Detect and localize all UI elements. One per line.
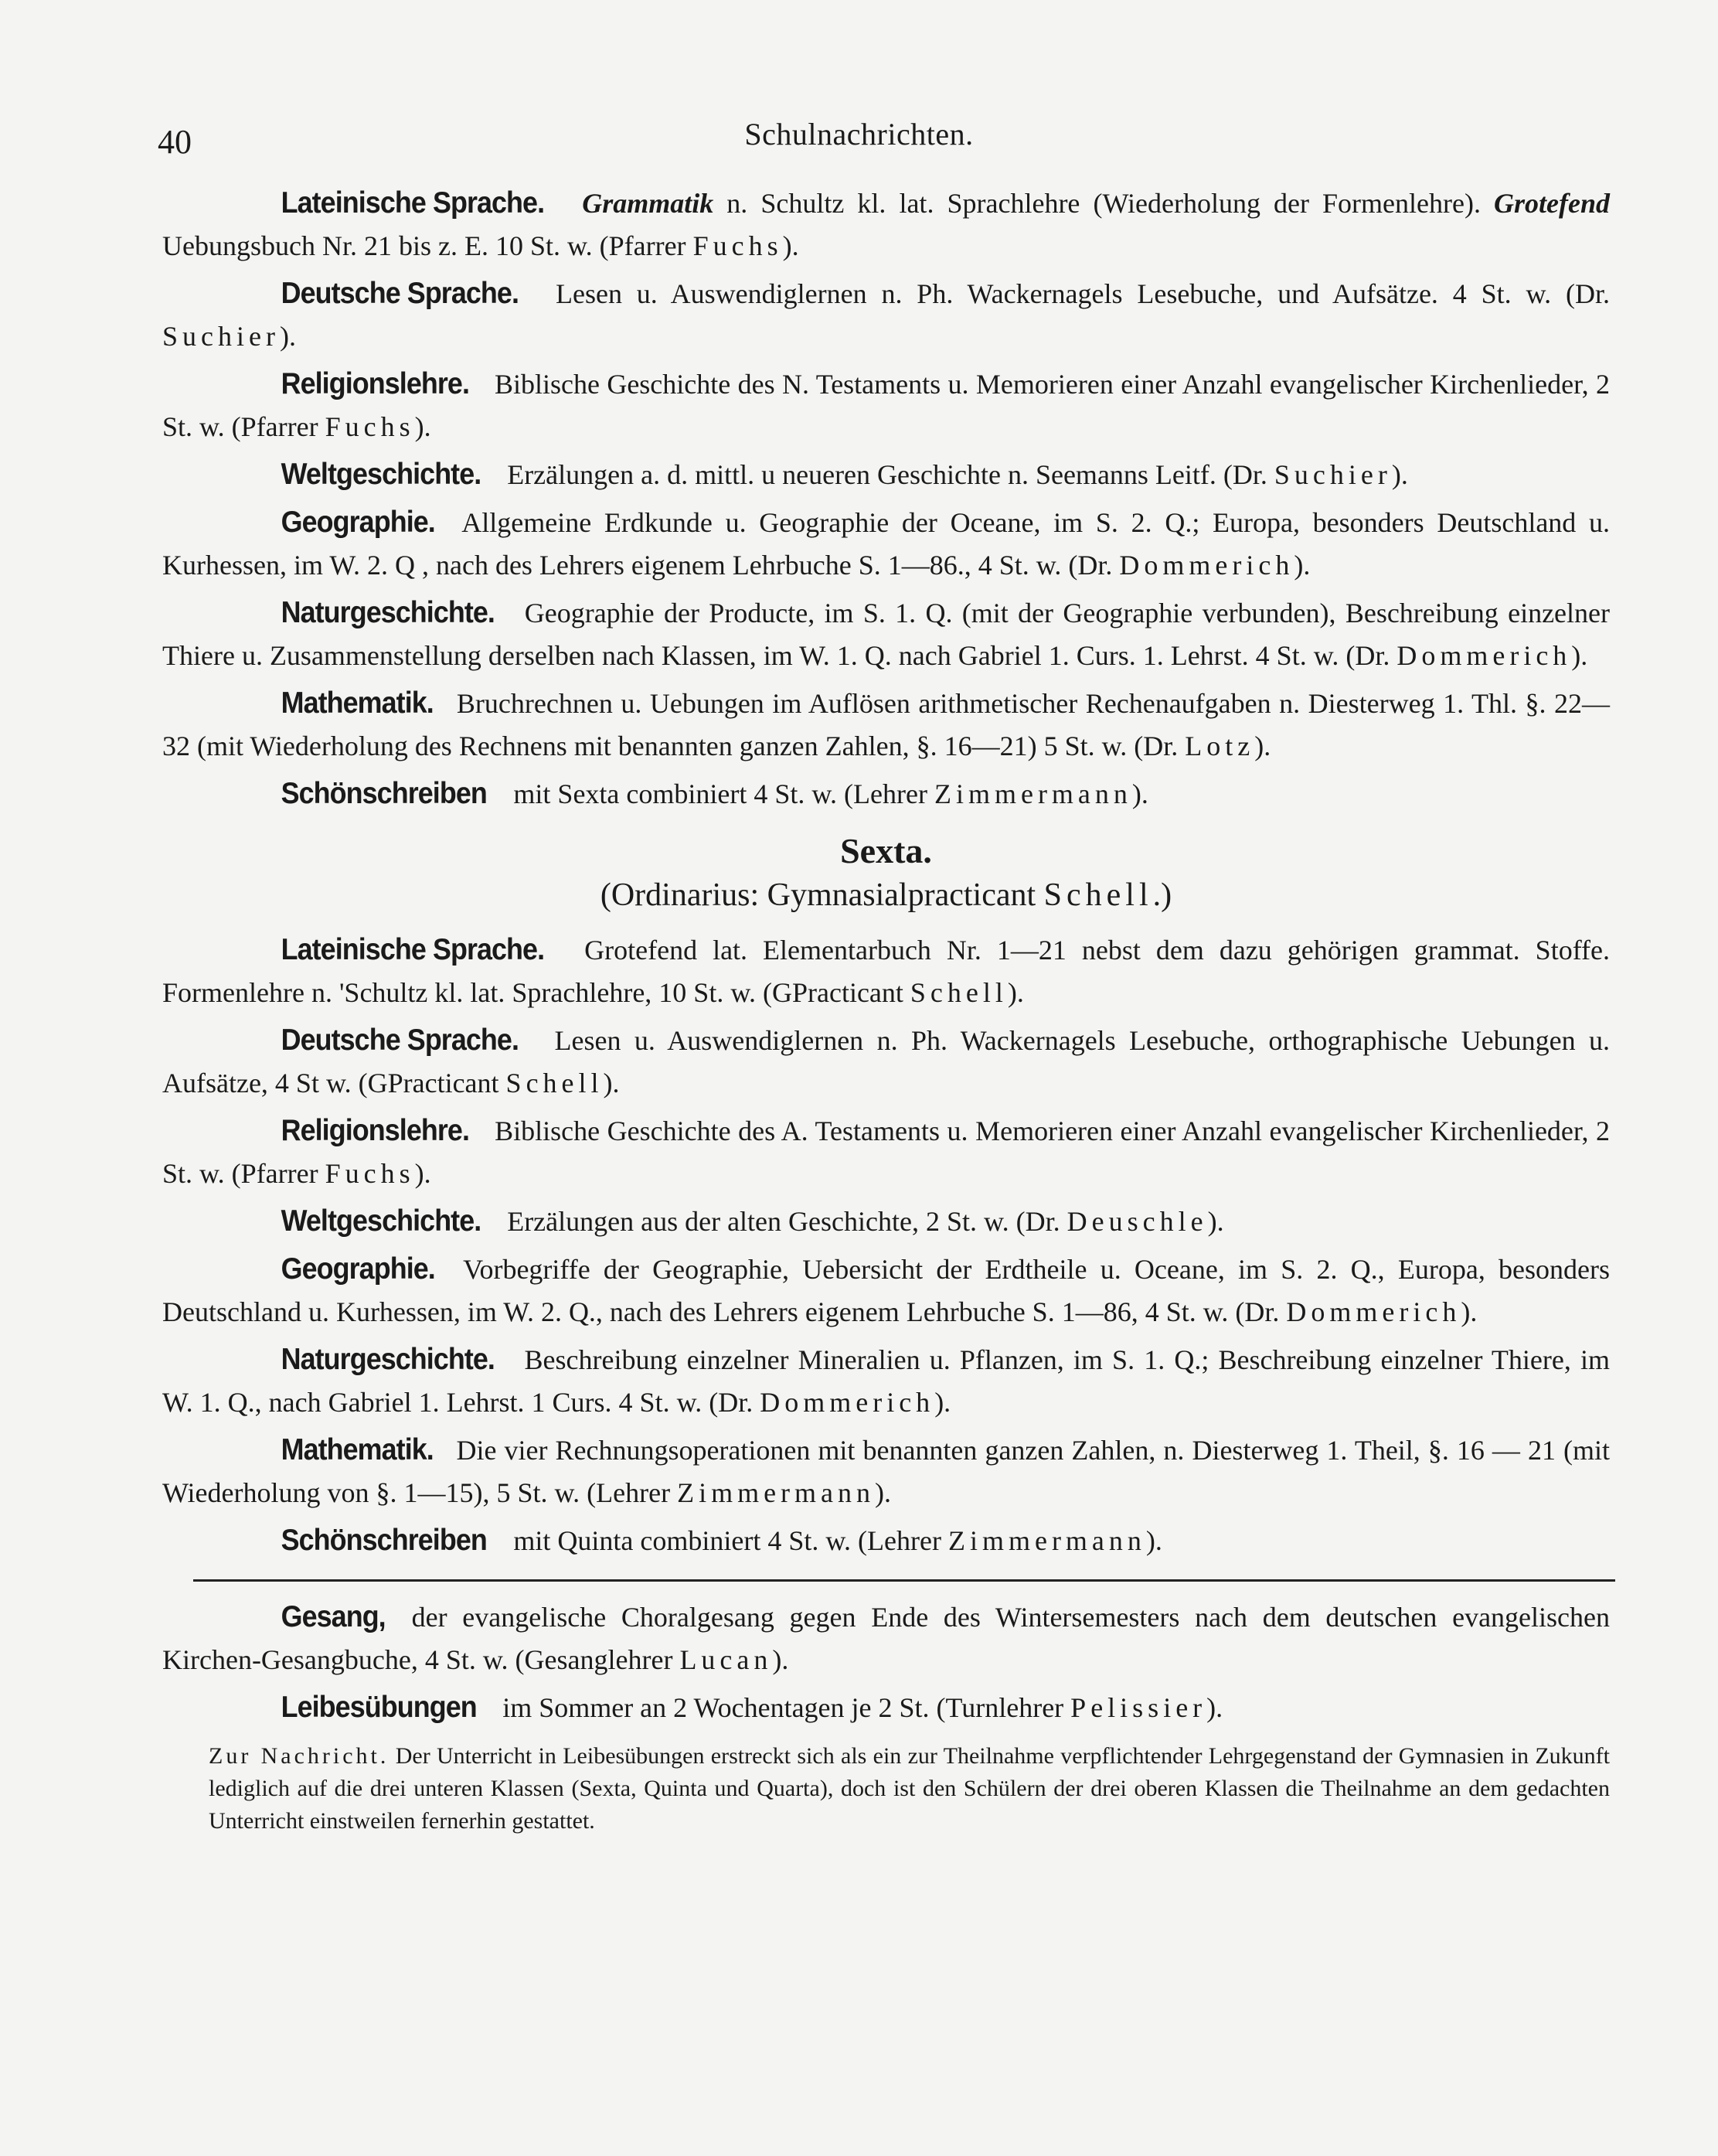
entry-text: mit Quinta combiniert 4 St. w. (Lehrer bbox=[506, 1525, 948, 1556]
entry-text: ). bbox=[1145, 1525, 1162, 1556]
teacher-name: Dommerich bbox=[1397, 640, 1572, 671]
entry-text: ). bbox=[782, 230, 799, 261]
entry-text: ). bbox=[1294, 550, 1311, 581]
subject-heading: Lateinische Sprache. bbox=[281, 186, 545, 220]
quinta-weltgeschichte bbox=[162, 453, 1610, 496]
teacher-name: Fuchs bbox=[325, 411, 415, 442]
entry-text: Bruchrechnen u. Uebungen im Auflösen arithmetischer Rechenaufgaben n. Diesterweg 1. Thl. §. 22—32 (mit Wiederholung des Rechnens mit benannten ganzen Zahlen, §. 16—21) 5 St. w. (Dr. bbox=[162, 688, 1610, 761]
subject-heading: Geographie. bbox=[281, 506, 435, 539]
footnote-lead: Zur Nachricht. bbox=[209, 1743, 390, 1769]
entry-text: Die vier Rechnungsoperationen mit benannten ganzen Zahlen, n. Diesterweg 1. Theil, §. 16 — 21 (mit Wiederholung von §. 1—15), 5 St. w. (Lehrer bbox=[162, 1435, 1610, 1508]
teacher-name: Fuchs bbox=[692, 230, 783, 261]
sexta-latein bbox=[162, 928, 1610, 1014]
subject-heading: Lateinische Sprache. bbox=[281, 933, 545, 966]
subject-heading: Religionslehre. bbox=[281, 1114, 470, 1147]
ordinarius-name: Schell bbox=[1043, 877, 1153, 913]
teacher-name: Zimmermann bbox=[677, 1477, 876, 1508]
teacher-name: Pelissier bbox=[1070, 1692, 1207, 1723]
sexta-religion bbox=[162, 1109, 1610, 1195]
italic-term: Grammatik bbox=[582, 188, 714, 219]
footnote bbox=[209, 1740, 1610, 1838]
entry-text: n. Schultz kl. lat. Sprachlehre (Wiederholung der Formenlehre). bbox=[713, 188, 1495, 219]
subject-heading: Mathematik. bbox=[281, 1433, 434, 1466]
subject-heading: Religionslehre. bbox=[281, 367, 470, 400]
teacher-name: Dommerich bbox=[1286, 1296, 1461, 1327]
page-number: 40 bbox=[158, 123, 192, 161]
entry-text: der evangelische Choralgesang gegen Ende des Wintersemesters nach dem deutschen evangelischen Kirchen-Gesangbuche, 4 St. w. (Gesanglehrer bbox=[162, 1602, 1610, 1675]
subject-heading: Deutsche Sprache. bbox=[281, 277, 519, 310]
quinta-deutsch bbox=[162, 272, 1610, 358]
entry-text: Lesen u. Auswendiglernen n. Ph. Wackernagels Lesebuche, orthographische Uebungen u. Aufsätze, 4 St w. (GPracticant bbox=[162, 1025, 1610, 1098]
entry-text: ). bbox=[1131, 778, 1148, 809]
quinta-latein bbox=[162, 182, 1610, 267]
quinta-geographie bbox=[162, 501, 1610, 587]
entry-text: Lesen u. Auswendiglernen n. Ph. Wackernagels Lesebuche, und Aufsätze. 4 St. w. (Dr. bbox=[541, 278, 1610, 309]
entry-text: ). bbox=[1207, 1206, 1224, 1237]
entry-text: Biblische Geschichte des N. Testaments u. Memorieren einer Anzahl evangelischer Kirchenlieder, 2 St. w. (Pfarrer bbox=[162, 369, 1610, 442]
subject-heading: Weltgeschichte. bbox=[281, 1204, 481, 1238]
entry-text: Grotefend lat. Elementarbuch Nr. 1—21 nebst dem dazu gehörigen grammat. Stoffe. Formenlehre n. 'Schultz kl. lat. Sprachlehre, 10 St. w. (GPracticant bbox=[162, 935, 1610, 1008]
sexta-geographie bbox=[162, 1248, 1610, 1333]
ordinarius-suffix: .) bbox=[1152, 877, 1172, 913]
teacher-name: Fuchs bbox=[325, 1158, 415, 1189]
section-title-sexta: Sexta. bbox=[840, 831, 932, 870]
sexta-deutsch bbox=[162, 1019, 1610, 1105]
teacher-name: Zimmermann bbox=[947, 1525, 1146, 1556]
entry-text: ). bbox=[875, 1477, 892, 1508]
sexta-schoenschreiben bbox=[162, 1519, 1610, 1562]
entry-text: ). bbox=[772, 1644, 789, 1675]
quinta-religion bbox=[162, 363, 1610, 448]
subject-heading: Mathematik. bbox=[281, 686, 434, 720]
teacher-name: Suchier bbox=[162, 321, 280, 352]
gesang bbox=[162, 1596, 1610, 1681]
entry-text: ). bbox=[1391, 459, 1408, 490]
subject-heading: Gesang, bbox=[281, 1600, 386, 1633]
sexta-weltgeschichte bbox=[162, 1200, 1610, 1243]
ordinarius-line bbox=[162, 873, 1610, 918]
subject-heading: Leibesübungen bbox=[281, 1691, 477, 1724]
entry-text: ). bbox=[1461, 1296, 1478, 1327]
horizontal-rule bbox=[193, 1579, 1615, 1582]
teacher-name: Dommerich bbox=[1119, 550, 1294, 581]
teacher-name: Dommerich bbox=[760, 1387, 935, 1418]
teacher-name: Schell bbox=[910, 977, 1008, 1008]
entry-text: Geographie der Producte, im S. 1. Q. (mit der Geographie verbunden), Beschreibung einzelner Thiere u. Zusammenstellung derselben nach Klassen, im W. 1. Q. nach Gabriel 1. Curs. 1. Lehrst. 4 St. w. (Dr. bbox=[162, 598, 1610, 671]
running-title: Schulnachrichten. bbox=[744, 117, 974, 152]
entry-text: ). bbox=[603, 1068, 620, 1098]
sexta-naturgeschichte bbox=[162, 1338, 1610, 1424]
entry-text: Beschreibung einzelner Mineralien u. Pflanzen, im S. 1. Q.; Beschreibung einzelner Thiere, im W. 1. Q., nach Gabriel 1. Lehrst. 1 Curs. 4 St. w. (Dr. bbox=[162, 1344, 1610, 1418]
quinta-naturgeschichte bbox=[162, 591, 1610, 677]
entry-text: Biblische Geschichte des A. Testaments u. Memorieren einer Anzahl evangelischer Kirchenlieder, 2 St. w. (Pfarrer bbox=[162, 1115, 1610, 1189]
leibesuebungen bbox=[162, 1686, 1610, 1729]
teacher-name: Lucan bbox=[679, 1644, 773, 1675]
entry-text: ). bbox=[279, 321, 296, 352]
subject-heading: Naturgeschichte. bbox=[281, 1343, 495, 1376]
subject-heading: Deutsche Sprache. bbox=[281, 1024, 519, 1057]
entry-text: Allgemeine Erdkunde u. Geographie der Oceane, im S. 2. Q.; Europa, besonders Deutschland u. Kurhessen, im W. 2. Q , nach des Lehrers eigenem Lehrbuche S. 1—86., 4 St. w. (Dr. bbox=[162, 507, 1610, 581]
subject-heading: Schönschreiben bbox=[281, 777, 487, 810]
teacher-name: Deuschle bbox=[1067, 1206, 1208, 1237]
teacher-name: Zimmermann bbox=[934, 778, 1132, 809]
entry-text: ). bbox=[1571, 640, 1588, 671]
entry-text: ). bbox=[1254, 731, 1271, 761]
entry-text: ). bbox=[414, 1158, 431, 1189]
italic-term: Grotefend bbox=[1494, 188, 1611, 219]
entry-text: mit Sexta combiniert 4 St. w. (Lehrer bbox=[506, 778, 934, 809]
entry-text: im Sommer an 2 Wochentagen je 2 St. (Turnlehrer bbox=[495, 1692, 1071, 1723]
teacher-name: Schell bbox=[505, 1068, 604, 1098]
entry-text: ). bbox=[414, 411, 431, 442]
quinta-mathematik bbox=[162, 682, 1610, 768]
subject-heading: Weltgeschichte. bbox=[281, 458, 481, 491]
entry-text: Erzälungen aus der alten Geschichte, 2 St. w. (Dr. bbox=[500, 1206, 1067, 1237]
subject-heading: Naturgeschichte. bbox=[281, 596, 495, 629]
entry-text: ). bbox=[1206, 1692, 1223, 1723]
footnote-text: Der Unterricht in Leibesübungen erstreckt sich als ein zur Theilnahme verpflichtender Lehrgegenstand der Gymnasien in Zukunft lediglich auf die drei unteren Klassen (Sexta, Quinta und Quarta), doch ist den Schülern der drei oberen Klassen die Theilnahme an dem gedachten Unterricht einstweilen fernerhin gestattet. bbox=[209, 1743, 1610, 1834]
entry-text: ). bbox=[934, 1387, 951, 1418]
entry-text: Erzälungen a. d. mittl. u neueren Geschichte n. Seemanns Leitf. (Dr. bbox=[500, 459, 1274, 490]
entry-text: Vorbegriffe der Geographie, Uebersicht der Erdtheile u. Oceane, im S. 2. Q., Europa, besonders Deutschland u. Kurhessen, im W. 2. Q., nach des Lehrers eigenem Lehrbuche S. 1—86, 4 St. w. (Dr. bbox=[162, 1254, 1610, 1327]
page-body bbox=[162, 182, 1610, 1838]
subject-heading: Geographie. bbox=[281, 1252, 435, 1286]
ordinarius-prefix: (Ordinarius: Gymnasialpracticant bbox=[600, 877, 1044, 913]
subject-heading: Schönschreiben bbox=[281, 1524, 487, 1557]
teacher-name: Suchier bbox=[1274, 459, 1392, 490]
sexta-mathematik bbox=[162, 1429, 1610, 1514]
entry-text: ). bbox=[1007, 977, 1024, 1008]
quinta-schoenschreiben bbox=[162, 772, 1610, 816]
entry-text: Uebungsbuch Nr. 21 bis z. E. 10 St. w. (Pfarrer bbox=[162, 230, 693, 261]
teacher-name: Lotz bbox=[1185, 731, 1255, 761]
